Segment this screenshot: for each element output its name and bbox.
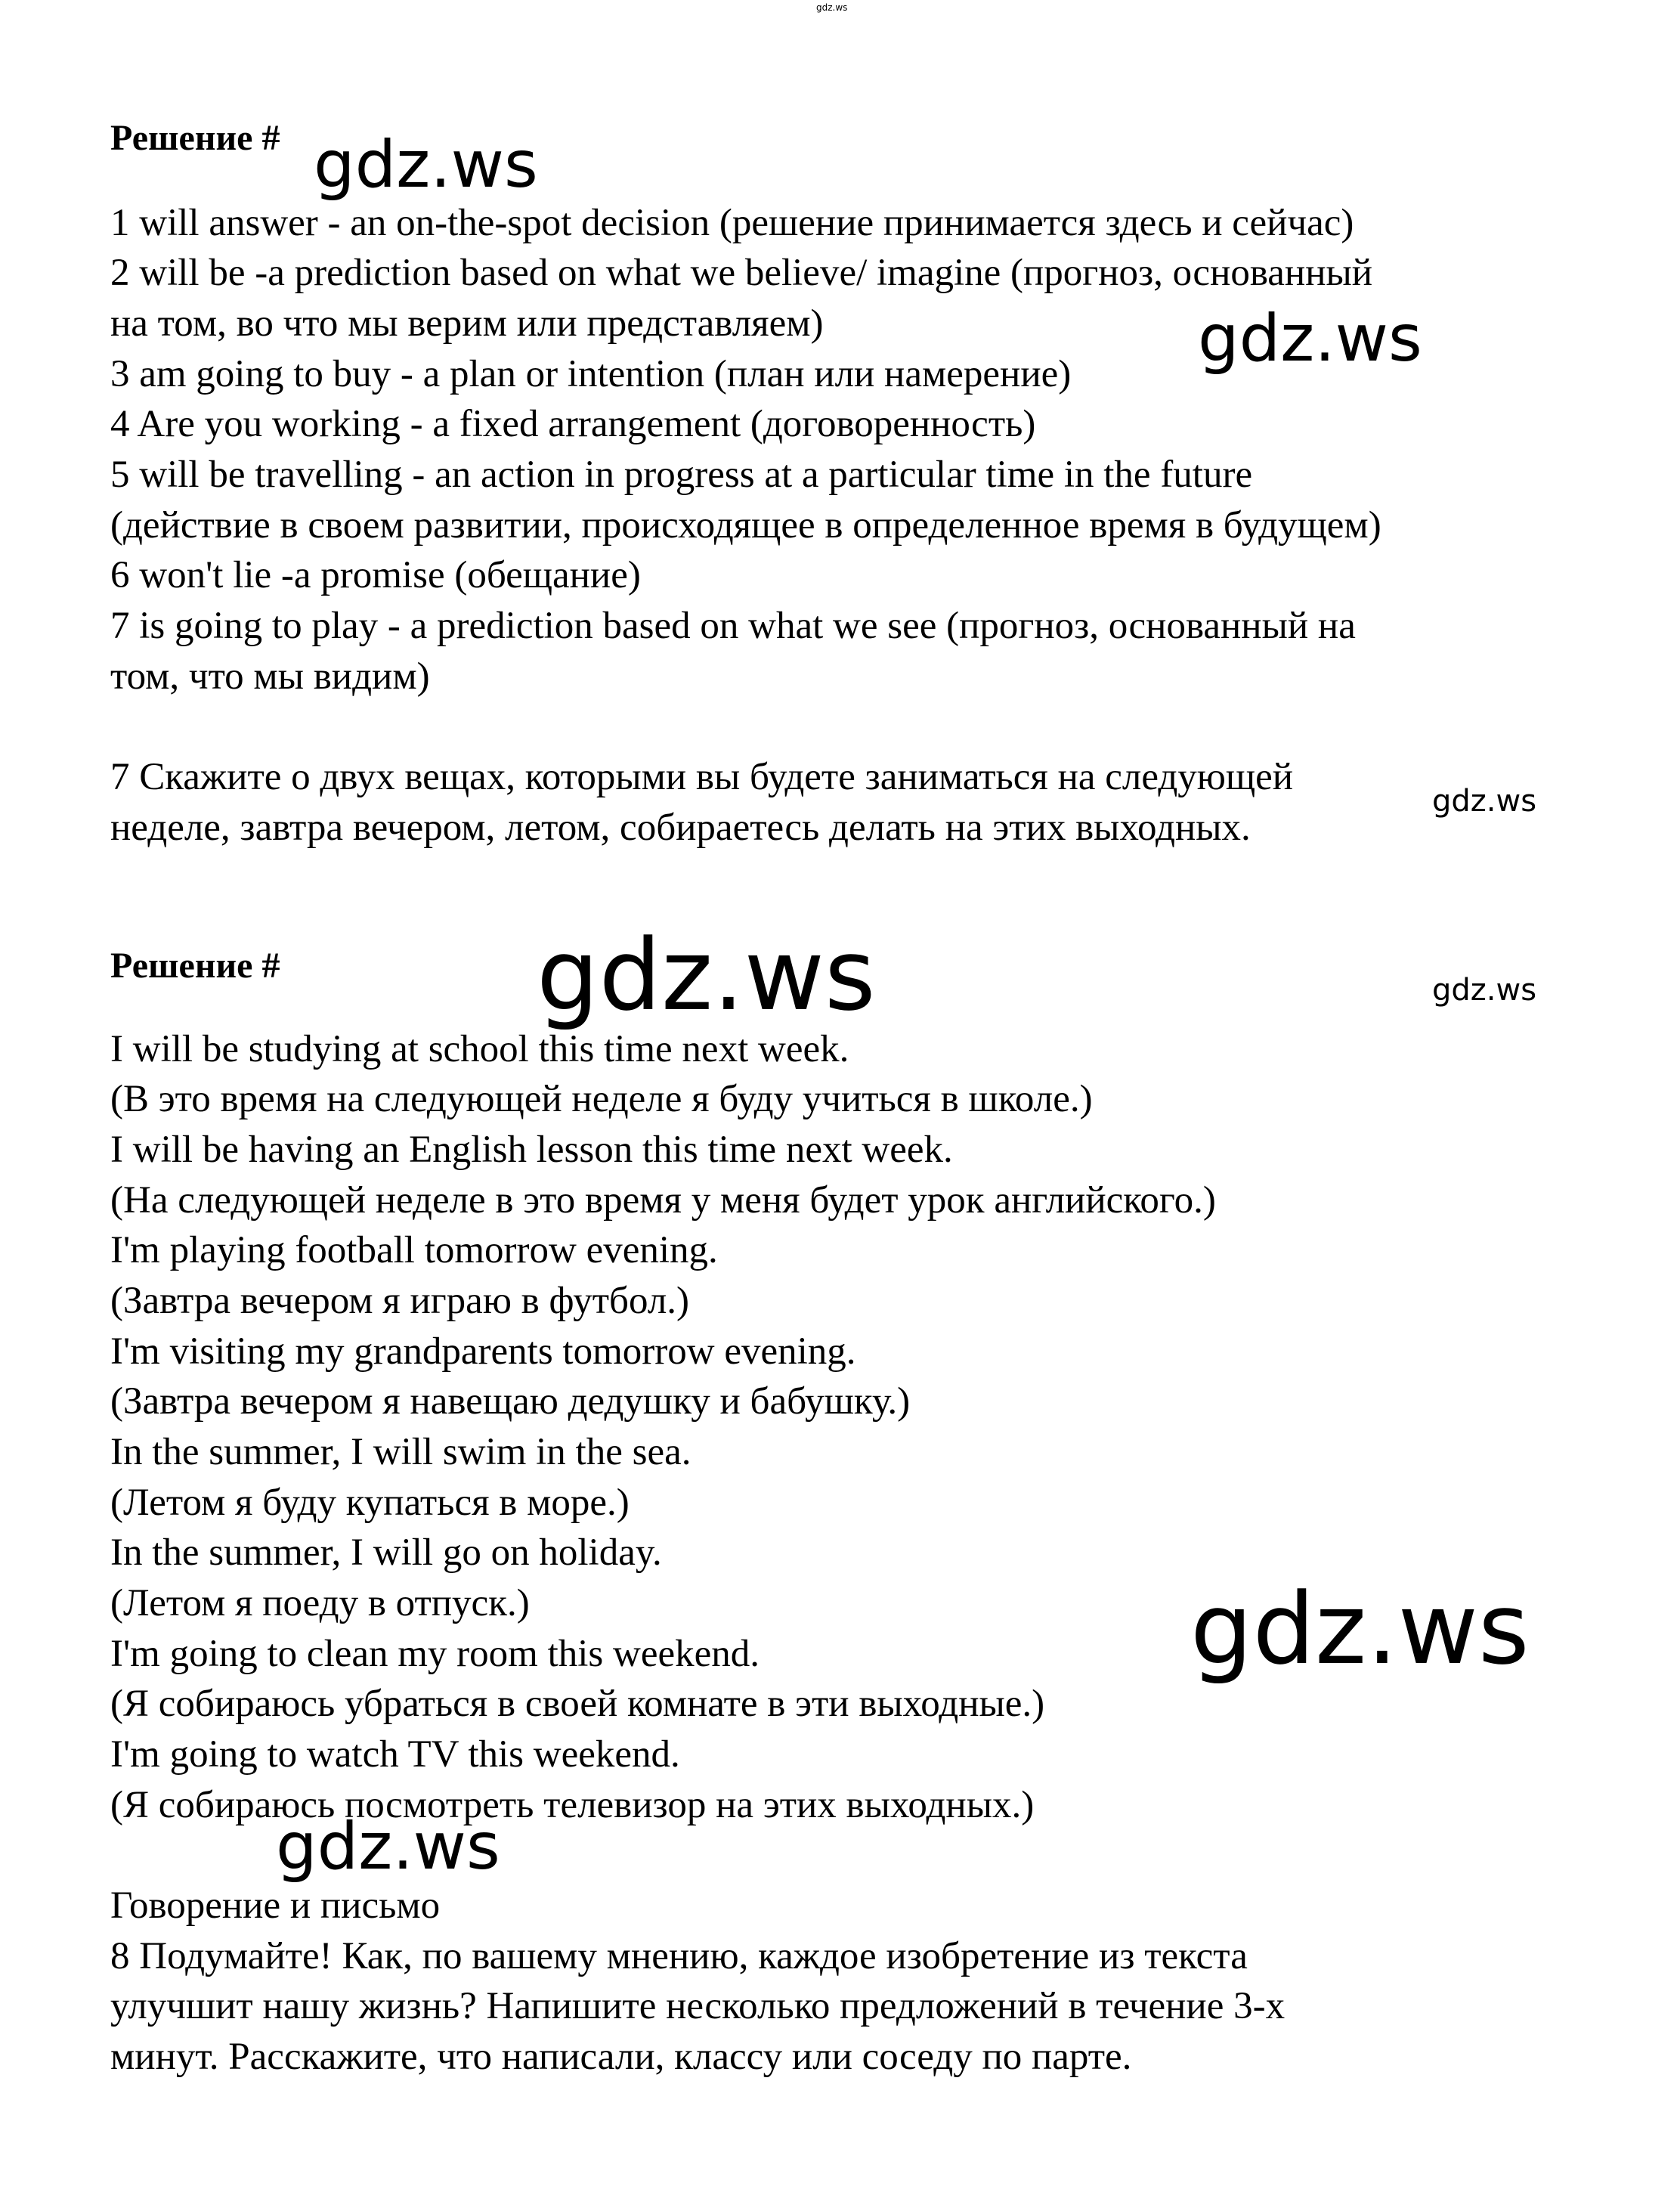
answer-line: (действие в своем развитии, происходящее в определенное время в будущем) — [110, 504, 1381, 547]
solution-line: (Завтра вечером я играю в футбол.) — [110, 1280, 690, 1322]
solution-line: (На следующей неделе в это время у меня будет урок английского.) — [110, 1179, 1216, 1222]
task-7-text: 7 Скажите о двух вещах, которыми вы будете заниматься на следующей — [110, 756, 1294, 798]
answer-line: 6 won't lie -a promise (обещание) — [110, 554, 641, 596]
task-8-text: минут. Расскажите, что написали, классу или соседу по парте. — [110, 2036, 1132, 2078]
solution-line: I'm going to clean my room this weekend. — [110, 1633, 760, 1675]
solution-line: (В это время на следующей неделе я буду учиться в школе.) — [110, 1078, 1093, 1120]
solution-line: (Я собираюсь убраться в своей комнате в эти выходные.) — [110, 1683, 1045, 1725]
watermark-logo: gdz.ws — [1432, 973, 1537, 1008]
solution-line: In the summer, I will swim in the sea. — [110, 1431, 691, 1473]
solution-heading-2: Решение # — [110, 946, 280, 986]
watermark-logo: gdz.ws — [1190, 1572, 1530, 1686]
solution-line: (Летом я буду купаться в море.) — [110, 1482, 630, 1524]
watermark-logo: gdz.ws — [537, 918, 876, 1033]
answer-line: 3 am going to buy - a plan or intention (план или намерение) — [110, 353, 1072, 395]
solution-line: (Летом я поеду в отпуск.) — [110, 1582, 530, 1624]
task-8-text: 8 Подумайте! Как, по вашему мнению, каждое изобретение из текста — [110, 1935, 1248, 1977]
answer-line: 2 will be -a prediction based on what we believe/ imagine (прогноз, основанный — [110, 252, 1373, 294]
solution-line: (Завтра вечером я навещаю дедушку и бабушку.) — [110, 1380, 911, 1423]
watermark-logo: gdz.ws — [1198, 301, 1422, 376]
section-title: Говорение и письмо — [110, 1884, 441, 1927]
solution-line: (Я собираюсь посмотреть телевизор на этих выходных.) — [110, 1784, 1035, 1826]
answer-line: 5 will be travelling - an action in progress at a particular time in the future — [110, 454, 1253, 496]
solution-heading-1: Решение # — [110, 118, 280, 158]
solution-line: I'm playing football tomorrow evening. — [110, 1229, 718, 1271]
solution-line: In the summer, I will go on holiday. — [110, 1531, 662, 1574]
task-7-text: неделе, завтра вечером, летом, собираетесь делать на этих выходных. — [110, 807, 1251, 849]
task-8-text: улучшит нашу жизнь? Напишите несколько предложений в течение 3-х — [110, 1985, 1286, 2027]
answer-line: 7 is going to play - a prediction based on what we see (прогноз, основанный на — [110, 605, 1356, 647]
answer-line: на том, во что мы верим или представляем) — [110, 302, 824, 345]
solution-line: I will be having an English lesson this time next week. — [110, 1129, 953, 1171]
solution-line: I'm going to watch TV this weekend. — [110, 1733, 680, 1776]
watermark-logo: gdz.ws — [276, 1809, 500, 1884]
solution-line: I'm visiting my grandparents tomorrow evening. — [110, 1330, 856, 1373]
solution-line: I will be studying at school this time next week. — [110, 1028, 849, 1070]
answer-line: 4 Are you working - a fixed arrangement (договоренность) — [110, 403, 1036, 445]
watermark-logo: gdz.ws — [314, 127, 538, 203]
answer-line: том, что мы видим) — [110, 655, 430, 698]
top-watermark: gdz.ws — [816, 2, 848, 13]
answer-line: 1 will answer - an on-the-spot decision (решение принимается здесь и сейчас) — [110, 202, 1354, 244]
watermark-logo: gdz.ws — [1432, 784, 1537, 819]
